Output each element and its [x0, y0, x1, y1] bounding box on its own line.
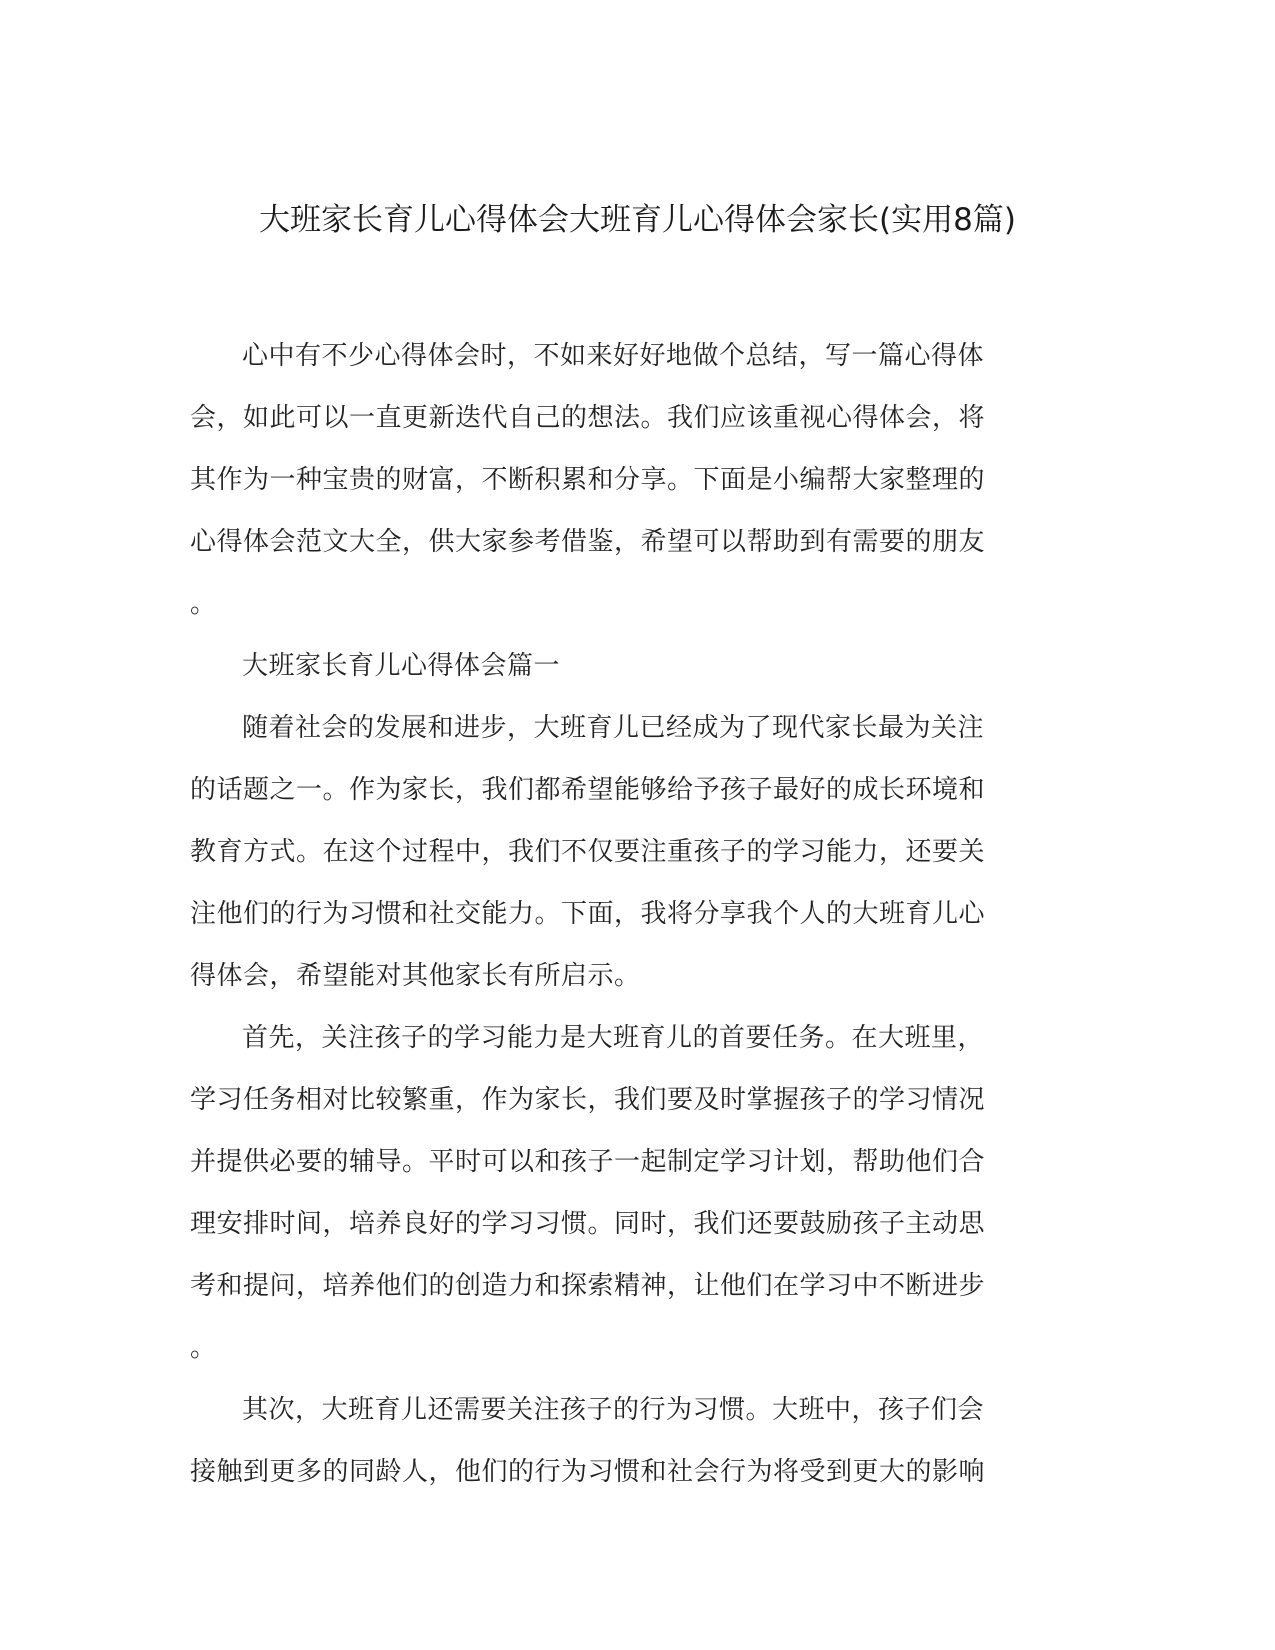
- paragraph-intro: [190, 325, 1085, 635]
- text-line: 。: [190, 589, 217, 619]
- text-line: 学习任务相对比较繁重，作为家长，我们要及时掌握孩子的学习情况: [190, 1085, 986, 1115]
- text-line: 并提供必要的辅导。平时可以和孩子一起制定学习计划，帮助他们合: [190, 1147, 986, 1177]
- document-body: [190, 325, 1085, 1503]
- paragraph-1: [190, 697, 1085, 1007]
- text-line: 会，如此可以一直更新迭代自己的想法。我们应该重视心得体会，将: [190, 403, 986, 433]
- text-line: 其次，大班育儿还需要关注孩子的行为习惯。大班中，孩子们会: [242, 1395, 985, 1425]
- text-line: 随着社会的发展和进步，大班育儿已经成为了现代家长最为关注: [242, 713, 985, 743]
- text-line: 首先，关注孩子的学习能力是大班育儿的首要任务。在大班里，: [242, 1023, 985, 1053]
- paragraph-2: [190, 1007, 1085, 1379]
- text-line: 心中有不少心得体会时，不如来好好地做个总结，写一篇心得体: [242, 341, 985, 371]
- document-title: 大班家长育儿心得体会大班育儿心得体会家长(实用8篇): [259, 202, 1016, 238]
- section-heading: [190, 635, 1085, 697]
- text-line: 。: [190, 1333, 217, 1363]
- text-line: 接触到更多的同龄人，他们的行为习惯和社会行为将受到更大的影响: [190, 1457, 986, 1487]
- text-line: 的话题之一。作为家长，我们都希望能够给予孩子最好的成长环境和: [190, 775, 986, 805]
- paragraph-3: [190, 1379, 1085, 1503]
- text-line: 考和提问，培养他们的创造力和探索精神，让他们在学习中不断进步: [190, 1271, 986, 1301]
- section-heading-text: 大班家长育儿心得体会篇一: [242, 651, 561, 681]
- text-line: 注他们的行为习惯和社交能力。下面，我将分享我个人的大班育儿心: [190, 899, 986, 929]
- text-line: 理安排时间，培养良好的学习习惯。同时，我们还要鼓励孩子主动思: [190, 1209, 986, 1239]
- text-line: 心得体会范文大全，供大家参考借鉴，希望可以帮助到有需要的朋友: [190, 527, 986, 557]
- text-line: 其作为一种宝贵的财富，不断积累和分享。下面是小编帮大家整理的: [190, 465, 986, 495]
- text-line: 得体会，希望能对其他家长有所启示。: [190, 961, 641, 991]
- text-line: 教育方式。在这个过程中，我们不仅要注重孩子的学习能力，还要关: [190, 837, 986, 867]
